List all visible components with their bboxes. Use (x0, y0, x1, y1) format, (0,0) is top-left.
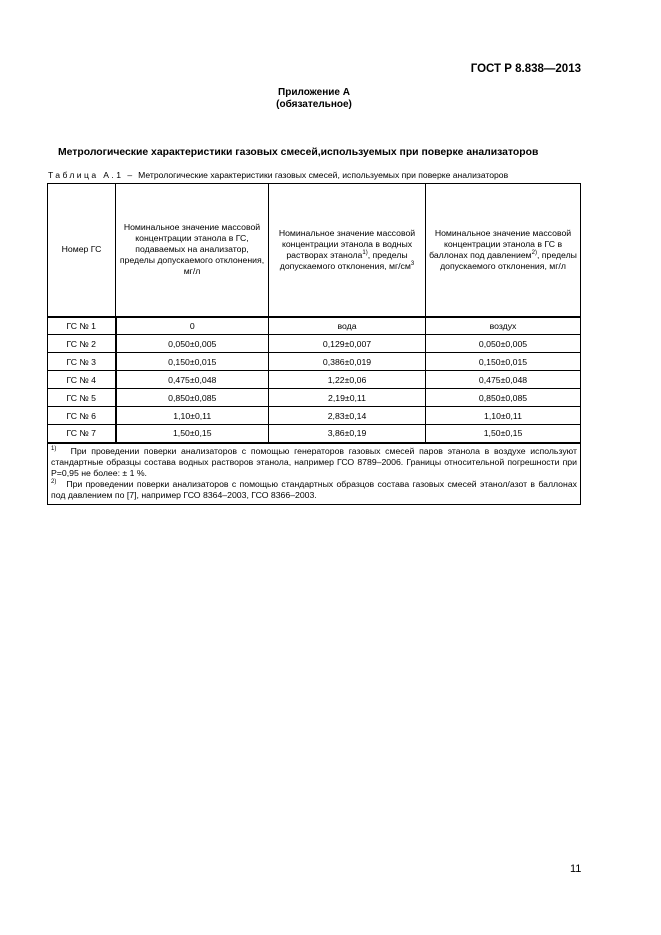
cell-cylinder: 0,475±0,048 (426, 371, 581, 389)
cell-water: 2,83±0,14 (269, 407, 426, 425)
cell-air: 1,50±0,15 (116, 425, 269, 443)
standard-number: ГОСТ Р 8.838—2013 (470, 63, 581, 75)
cell-gs: ГС № 7 (48, 425, 116, 443)
cell-air: 0,475±0,048 (116, 371, 269, 389)
table-row (48, 407, 581, 425)
table-row (48, 317, 581, 335)
table-row (48, 389, 581, 407)
header-water-text: Номинальное значение массовой концентрации этанола в водных растворах этанола (278, 227, 416, 260)
cell-cylinder: 0,050±0,005 (426, 335, 581, 353)
cell-cylinder: 0,150±0,015 (426, 353, 581, 371)
cell-water: 0,129±0,007 (269, 335, 426, 353)
cell-water: 0,386±0,019 (269, 353, 426, 371)
table-label: Таблица А.1 (48, 170, 124, 180)
table-row (48, 353, 581, 371)
header-cylinder-text: Номинальное значение массовой концентрации этанола в ГС в баллонах под давлением (429, 227, 572, 260)
header-concentration-cylinder (426, 184, 581, 317)
table-caption-text: Метрологические характеристики газовых смесей, используемых при поверке анализаторов (138, 170, 509, 180)
header-concentration-air: Номинальное значение массовой концентрации этанола в ГС, подаваемых на анализатор, пределы допускаемого отклонения, мг/л (116, 184, 269, 317)
page-number: 11 (570, 863, 582, 875)
table-row (48, 425, 581, 443)
cell-water: 1,22±0,06 (269, 371, 426, 389)
cell-air: 0,850±0,085 (116, 389, 269, 407)
header-water-footnote-mark: 1) (362, 249, 368, 256)
section-heading: Метрологические характеристики газовых смесей,используемых при поверке анализаторов (58, 147, 539, 158)
footnote-2 (51, 479, 577, 501)
header-water-unit-sup: 3 (410, 260, 415, 267)
cell-air: 0,050±0,005 (116, 335, 269, 353)
cell-water: 3,86±0,19 (269, 425, 426, 443)
footnote-1-mark: 1) (51, 445, 57, 452)
table-row (48, 371, 581, 389)
annex-title: Приложение А (278, 87, 350, 98)
header-water-text-2: , пределы допускаемого отклонения, мг/см (279, 249, 411, 271)
header-concentration-water (269, 184, 426, 317)
cell-water: вода (269, 317, 426, 335)
annex-status: (обязательное) (276, 99, 352, 110)
table-caption-dash: – (127, 170, 133, 180)
cell-cylinder: 0,850±0,085 (426, 389, 581, 407)
cell-cylinder: 1,10±0,11 (426, 407, 581, 425)
footnote-2-text: При проведении поверки анализаторов с помощью стандартных образцов состава газовых смесей этанол/азот в баллонах под давлением по [7], например ГСО 8364–2003, ГСО 8366–2003. (51, 478, 577, 500)
cell-cylinder: 1,50±0,15 (426, 425, 581, 443)
footnotes-cell (48, 443, 581, 505)
cell-gs: ГС № 5 (48, 389, 116, 407)
header-cylinder-footnote-mark: 2) (531, 249, 537, 256)
footnote-1-text: При проведении поверки анализаторов с помощью генераторов газовых смесей паров этанола в воздухе используют стандартные образцы состава водных растворов этанола, например ГСО 8789–2006. Границы относительной погрешности при Р=0,95 не более: ± 1 %. (51, 445, 577, 478)
footnote-1 (51, 446, 577, 479)
cell-air: 0,150±0,015 (116, 353, 269, 371)
table-caption (48, 170, 508, 180)
cell-gs: ГС № 2 (48, 335, 116, 353)
gas-mixtures-table (47, 183, 581, 505)
cell-water: 2,19±0,11 (269, 389, 426, 407)
cell-air: 1,10±0,11 (116, 407, 269, 425)
cell-air: 0 (116, 317, 269, 335)
annex-block (0, 87, 628, 111)
header-cylinder-text-2: , пределы допускаемого отклонения, мг/л (440, 249, 577, 271)
footnotes-row (48, 443, 581, 505)
table-header-row (48, 184, 581, 317)
footnote-2-mark: 2) (51, 478, 57, 485)
cell-gs: ГС № 6 (48, 407, 116, 425)
cell-gs: ГС № 1 (48, 317, 116, 335)
header-gs-number: Номер ГС (48, 184, 116, 317)
table-row (48, 335, 581, 353)
cell-cylinder: воздух (426, 317, 581, 335)
cell-gs: ГС № 4 (48, 371, 116, 389)
cell-gs: ГС № 3 (48, 353, 116, 371)
